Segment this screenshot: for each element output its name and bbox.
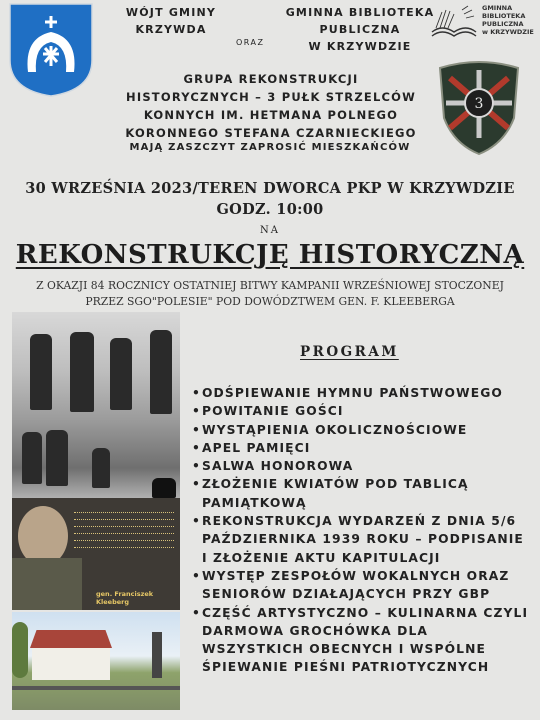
subline-1: Z OKAZJI 84 ROCZNICY OSTATNIEJ BITWY KAMPANII WRZEŚNIOWEJ STOCZONEJ (36, 279, 504, 292)
program-item: • POWITANIE GOŚCI (192, 402, 532, 420)
logo-block (152, 478, 176, 498)
event-time: GODZ. 10:00 (216, 201, 324, 218)
program-item: • ZŁOŻENIE KWIATÓW POD TABLICĄ PAMIĄTKOWĄ (192, 475, 532, 512)
photo-soldiers-water (12, 420, 180, 500)
org-library-line1: GMINNA BIBLIOTEKA (285, 6, 435, 19)
quote-text-block (74, 510, 174, 554)
program-item: • WYSTĘP ZESPOŁÓW WOKALNYCH ORAZ SENIORÓW DZIAŁAJĄCYCH PRZY GBP (192, 567, 532, 604)
station-building (32, 648, 110, 680)
photo-railway-station (12, 612, 180, 710)
figure (92, 448, 110, 488)
program-list (192, 384, 532, 677)
group-line4: KORONNEGO STEFANA CZARNIECKIEGO (125, 126, 417, 140)
portrait-face (18, 506, 68, 566)
org-wojt-line1: WÓJT GMINY (125, 6, 217, 19)
program-item: • APEL PAMIĘCI (192, 439, 532, 457)
figure (22, 432, 42, 484)
portrait-caption: gen. Franciszek Kleeberg (96, 590, 154, 606)
library-logo-line3: PUBLICZNA (482, 20, 524, 28)
event-date-place: 30 WRZEŚNIA 2023/TEREN DWORCA PKP W KRZYWDZIE (25, 180, 515, 197)
library-logo (428, 2, 536, 48)
program-item: • CZĘŚĆ ARTYSTYCZNO – KULINARNA CZYLI DARMOWA GROCHÓWKA DLA WSZYSTKICH OBECNYCH I WSPÓLNE ŚPIEWANIE PIEŚNI PATRIOTYCZNYCH (192, 604, 532, 677)
reenactment-group (118, 70, 424, 142)
program-item: • WYSTĄPIENIA OKOLICZNOŚCIOWE (192, 421, 532, 439)
library-logo-line4: w KRZYWDZIE (482, 28, 534, 36)
figure (30, 334, 52, 410)
library-logo-line2: BIBLIOTEKA (482, 12, 526, 20)
group-line1: GRUPA REKONSTRUKCJI (183, 72, 359, 86)
rail-track (12, 686, 180, 690)
municipality-crest (8, 2, 94, 98)
org-library-line2: PUBLICZNA (319, 23, 401, 36)
figure (150, 330, 172, 414)
event-headline: REKONSTRUKCJĘ HISTORYCZNĄ (15, 240, 525, 270)
library-logo-text (482, 4, 534, 36)
and-word: ORAZ (236, 38, 265, 47)
program-title: PROGRAM (300, 344, 399, 360)
org-wojt-line2: KRZYWDA (135, 23, 207, 36)
photo-officers-field (12, 312, 180, 422)
org-wojt (96, 4, 246, 38)
event-subline (10, 278, 530, 310)
station-roof (30, 630, 112, 648)
program-item: • SALWA HONOROWA (192, 457, 532, 475)
subline-2: PRZEZ SGO"POLESIE" POD DOWÓDZTWEM GEN. F. KLEEBERGA (85, 295, 455, 308)
water-tower (152, 632, 162, 678)
na-word: NA (260, 225, 280, 236)
figure (70, 332, 94, 412)
program-item: • REKONSTRUKCJA WYDARZEŃ Z DNIA 5/6 PAŹDZIERNIKA 1939 ROKU – PODPISANIE I ZŁOŻENIE AKTU KAPITULACJI (192, 512, 532, 567)
invitation-line: MAJĄ ZASZCZYT ZAPROSIĆ MIESZKAŃCÓW (129, 142, 411, 153)
portrait-uniform (12, 558, 82, 610)
figure (110, 338, 132, 410)
figure (46, 430, 68, 486)
open-book-icon (428, 2, 480, 42)
org-library (270, 4, 450, 55)
group-line3: KONNYCH IM. HETMANA POLNEGO (143, 108, 399, 122)
photo-kleeberg-portrait (12, 498, 180, 610)
group-line2: HISTORYCZNYCH – 3 PUŁK STRZELCÓW (126, 90, 416, 104)
library-logo-line1: GMINNA (482, 4, 513, 12)
program-item: • ODŚPIEWANIE HYMNU PAŃSTWOWEGO (192, 384, 532, 402)
badge-number: 3 (474, 96, 484, 112)
org-library-line3: W KRZYWDZIE (308, 40, 412, 53)
tree (12, 622, 28, 678)
